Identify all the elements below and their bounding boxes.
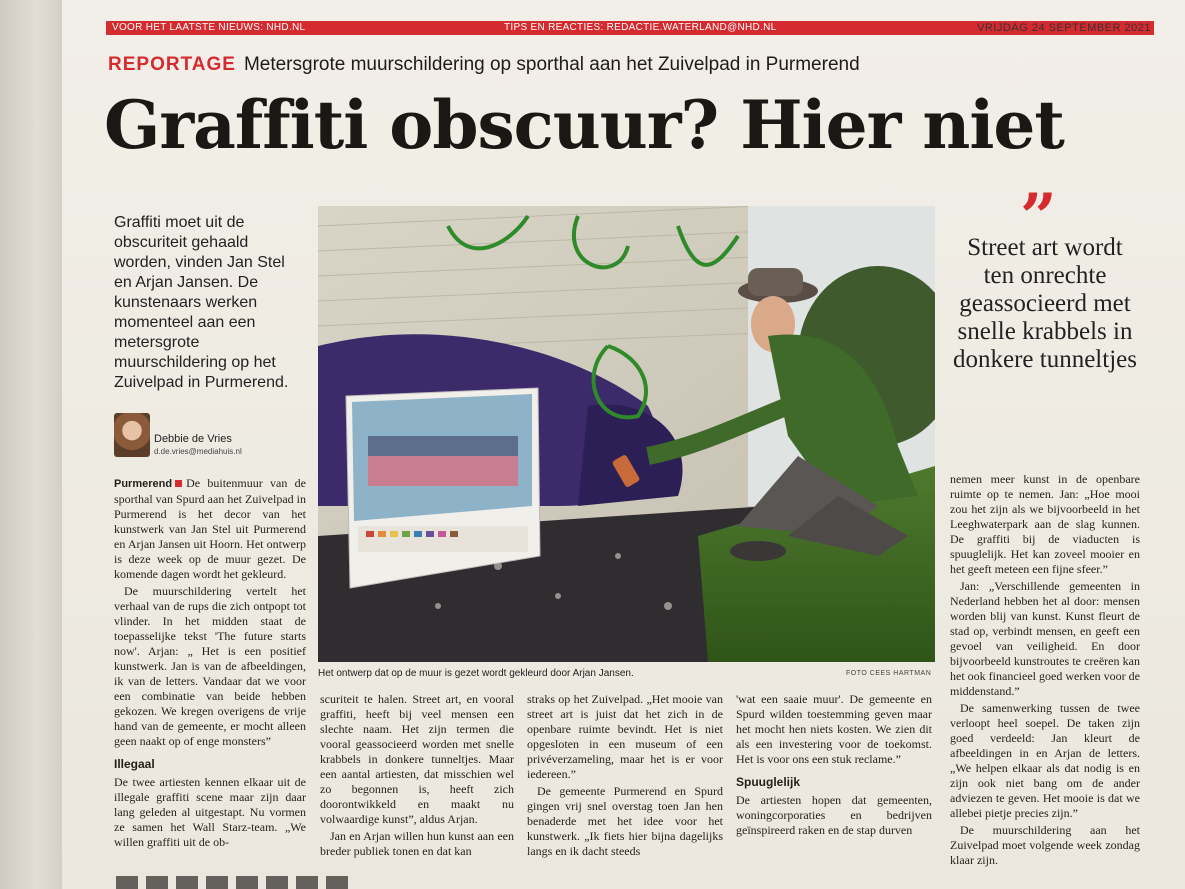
- body-column-3: [527, 692, 723, 861]
- col3-paragraph: straks op het Zuivelpad. „Het mooie van street art is juist dat het zich in de openbare ruimte bevindt. Het is niet opgesloten in een museum of een privéverzameling, maar het is er voor iedereen.”: [527, 692, 723, 781]
- design-sketch: [346, 388, 540, 588]
- intro-lead: Graffiti moet uit de obscuriteit gehaald worden, vinden Jan Stel en Arjan Jansen. De kunstenaars werken momenteel aan een metersgrote muurschildering op het Zuivelpad in Purmerend.: [114, 214, 289, 391]
- col5-paragraph: Jan: „Verschillende gemeenten in Nederland hebben het al door: mensen worden blij van kunst. Kunst fleurt de stad op, verbindt mensen, en geeft een gevoel van veiligheid. En door bijvoorbeeld kunstroutes te creëren kan het ook financieel goed werken voor de middenstand.”: [950, 579, 1140, 698]
- issue-date: VRIJDAG 24 SEPTEMBER 2021: [977, 22, 1151, 34]
- col5-paragraph: nemen meer kunst in de openbare ruimte op te nemen. Jan: „Hoe mooi zou het zijn als we bijvoorbeeld in het Leeghwaterpark aan de slag kunnen. De graffiti bij de viaducten is spuuglelijk. Het kan zoveel mooier en het geeft meteen een fijne sfeer.”: [950, 472, 1140, 576]
- body-column-1: [114, 476, 306, 852]
- col5-paragraph: De muurschildering aan het Zuivelpad moet volgende week zondag klaar zijn.: [950, 823, 1140, 867]
- dateline-marker: [175, 480, 182, 487]
- subheading-illegaal: Illegaal: [114, 757, 155, 771]
- col2-paragraph: Jan en Arjan willen hun kunst aan een breder publiek tonen en dat kan: [320, 829, 514, 858]
- kicker-text: Metersgrote muurschildering op sporthal aan het Zuivelpad in Purmerend: [243, 54, 860, 75]
- col4-paragraph: 'wat een saaie muur'. De gemeente en Spurd wilden toestemming geven maar het mocht hen niets kosten. We zien dit als een investering voor de toekomst. Het is voor ons een stuk reclame.”: [736, 692, 932, 766]
- photo-credit: FOTO CEES HARTMAN: [846, 670, 932, 677]
- col4-paragraph: De artiesten hopen dat gemeenten, woningcorporaties en bedrijven geïnspireerd raken en de stap durven: [736, 793, 932, 837]
- col1-paragraph: Purmerend De buitenmuur van de sporthal van Spurd aan het Zuivelpad in Purmerend is het decor van het kunstwerk van Jan Stel uit Purmerend en Arjan Jansen uit Hoorn. Het ontwerp is deze week op de muur gezet. De komende dagen wordt het gekleurd.: [114, 476, 306, 581]
- photo-illustration: [318, 206, 935, 662]
- col1-paragraph: De twee artiesten kennen elkaar uit de illegale graffiti scene maar zijn daar lang geleden al uitgestapt. Nu vormen ze samen het Wall Starz-team. „We willen graffiti uit de ob-: [114, 775, 306, 849]
- author-email: d.de.vries@mediahuis.nl: [154, 447, 242, 456]
- section-label: REPORTAGE: [108, 54, 236, 75]
- author-avatar: [114, 413, 150, 457]
- col2-paragraph: scuriteit te halen. Street art, en vooral graffiti, heeft bij veel mensen een slechte naam. Het zijn termen die vooral geassocieerd worden met snelle krabbels in donkere tunneltjes. Maar een aantal artiesten, dat misschien wel zo begonnen is, heeft zich doorontwikkeld en maakt nu volwaardige kunst”, aldus Arjan.: [320, 692, 514, 826]
- body-column-4: [736, 692, 932, 840]
- body-column-2: [320, 692, 514, 861]
- subheading-spuuglelijk: Spuuglelijk: [736, 775, 801, 789]
- pull-quote: Street art wordt ten onrechte geassocieerd met snelle krabbels in donkere tunneltjes: [953, 234, 1137, 373]
- topbar-tips-contact: TIPS EN REACTIES: REDACTIE.WATERLAND@NHD.NL: [504, 22, 777, 33]
- article-photo: [318, 206, 935, 662]
- photo-caption: Het ontwerp dat op de muur is gezet wordt gekleurd door Arjan Jansen.: [318, 668, 634, 679]
- quote-mark-icon: ”: [1020, 180, 1057, 255]
- body-column-5: [950, 472, 1140, 870]
- col1-paragraph: De muurschildering vertelt het verhaal van de rups die zich ontpopt tot vlinder. In het midden staat de toepasselijke tekst 'The future starts now'. Arjan: „ Het is een positief kunstwerk. Jan is van de afbeeldingen, ik van de letters. Vandaar dat we voor een combinatie van beide hebben gekozen. We kregen overigens de vrije hand van de gemeente, er mocht alleen geen naakt op of enge monsters”: [114, 584, 306, 748]
- next-headline-fragment: [116, 876, 356, 889]
- dateline: Purmerend: [114, 478, 173, 490]
- article-kicker: [108, 54, 860, 76]
- adjacent-page-edge: [0, 0, 62, 889]
- author-name: Debbie de Vries: [154, 433, 232, 445]
- col3-paragraph: De gemeente Purmerend en Spurd gingen vrij snel overstag toen Jan hen benaderde met het idee voor het kunstwerk. „Ik fiets hier bijna dagelijks langs en ik dacht steeds: [527, 784, 723, 858]
- headline: Graffiti obscuur? Hier niet: [104, 86, 1064, 164]
- topbar-news-link: VOOR HET LAATSTE NIEUWS: NHD.NL: [112, 22, 306, 33]
- author-byline: [114, 413, 304, 457]
- col5-paragraph: De samenwerking tussen de twee verloopt heel soepel. De taken zijn goed verdeeld: Jan kleurt de afbeeldingen in en Arjan de letters. „We helpen elkaar als dat nodig is en zijn ook niet bang om de ander adviezen te geven. Het mooie is dat we allebei pietje precies zijn.”: [950, 701, 1140, 820]
